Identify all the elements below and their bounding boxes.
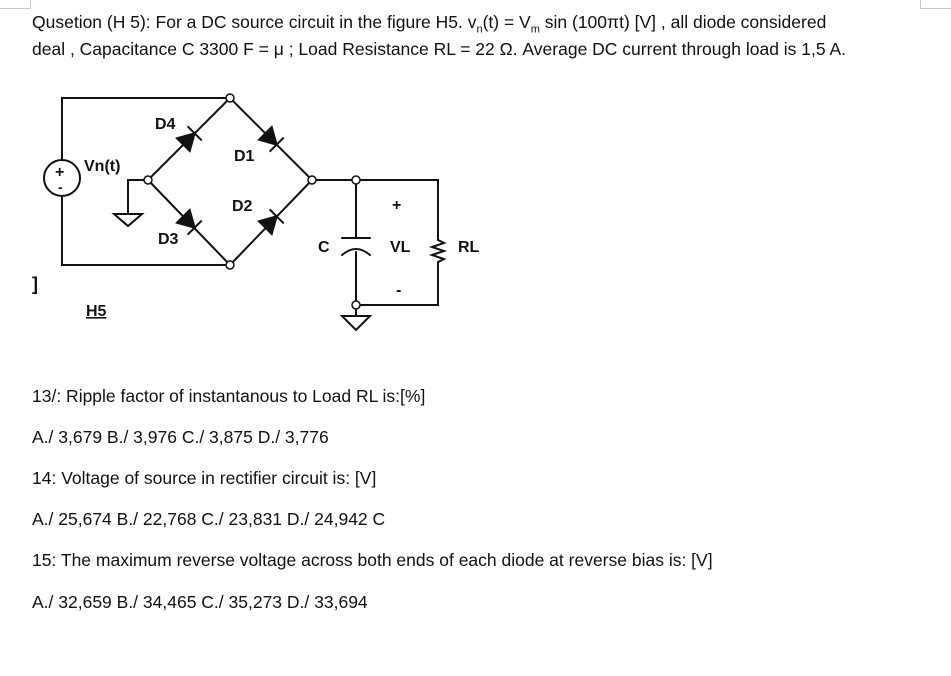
subscript-n: n — [476, 23, 483, 36]
question-15: 15: The maximum reverse voltage across both ends of each diode at reverse bias is: [V] — [32, 550, 713, 570]
question-line-1 — [32, 11, 826, 41]
vl-minus: - — [396, 282, 402, 299]
source-minus: - — [58, 179, 63, 195]
ground-icon — [114, 214, 142, 226]
margin-mark: ] — [32, 274, 38, 294]
load-resistor-label: RL — [458, 239, 480, 256]
page-corner-right — [920, 0, 951, 9]
capacitor-label: C — [318, 239, 330, 256]
subscript-m: m — [530, 23, 540, 36]
diode-label-d2: D2 — [232, 198, 253, 215]
circuit-diagram-h5 — [0, 80, 520, 350]
source-plus: + — [55, 164, 65, 181]
options-15: A./ 32,659 B./ 34,465 C./ 35,273 D./ 33,694 — [32, 592, 368, 612]
diode-label-d1: D1 — [234, 148, 255, 165]
diode-label-d3: D3 — [158, 231, 179, 248]
page-corner-left — [0, 0, 31, 9]
load-voltage-label: VL — [390, 239, 411, 256]
options-13: A./ 3,679 B./ 3,976 C./ 3,875 D./ 3,776 — [32, 427, 329, 447]
question-text: sin (100πt) [V] , all diode considered — [539, 12, 827, 32]
options-14: A./ 25,674 B./ 22,768 C./ 23,831 D./ 24,942 C — [32, 509, 386, 529]
question-text: Qusetion (H 5): For a DC source circuit in the figure H5. v — [32, 12, 477, 32]
figure-id: H5 — [86, 303, 107, 320]
question-line-2: deal , Capacitance C 3300 F = μ ; Load Resistance RL = 22 Ω. Average DC current through load is 1,5 A. — [32, 39, 847, 59]
source-label: Vn(t) — [84, 158, 121, 175]
ground-icon — [342, 316, 370, 330]
question-13: 13/: Ripple factor of instantanous to Load RL is:[%] — [32, 386, 426, 406]
question-14: 14: Voltage of source in rectifier circuit is: [V] — [32, 468, 377, 488]
diode-label-d4: D4 — [155, 116, 176, 133]
question-text: (t) = V — [482, 12, 531, 32]
vl-plus: + — [392, 197, 402, 214]
